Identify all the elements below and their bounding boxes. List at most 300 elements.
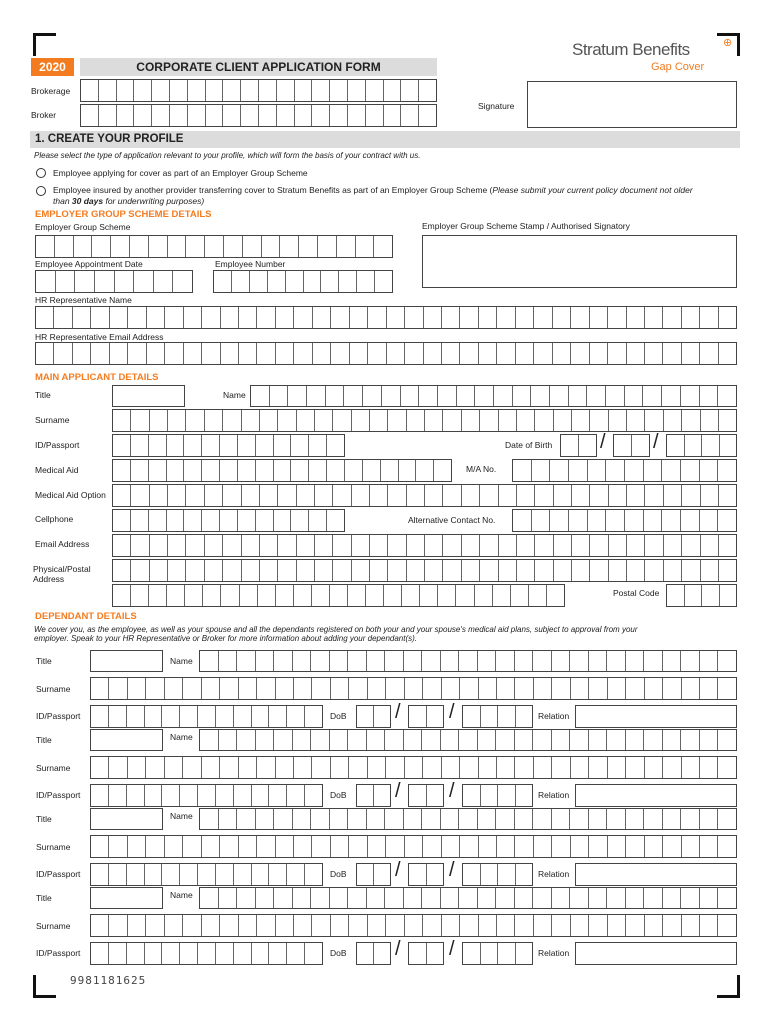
- char-cell[interactable]: [242, 410, 260, 431]
- char-cell[interactable]: [443, 535, 461, 556]
- char-cell[interactable]: [220, 915, 238, 936]
- char-cell[interactable]: [127, 785, 145, 806]
- char-cell[interactable]: [287, 785, 305, 806]
- char-cell[interactable]: [219, 651, 238, 671]
- char-cell[interactable]: [206, 80, 224, 101]
- dependant-id-input[interactable]: [90, 942, 323, 965]
- char-cell[interactable]: [312, 585, 330, 606]
- char-cell[interactable]: [168, 485, 186, 506]
- char-cell[interactable]: [407, 485, 425, 506]
- char-cell[interactable]: [202, 307, 220, 328]
- char-cell[interactable]: [516, 307, 534, 328]
- char-cell[interactable]: [626, 651, 645, 671]
- char-cell[interactable]: [167, 435, 185, 456]
- char-cell[interactable]: [718, 510, 736, 531]
- char-cell[interactable]: [200, 809, 219, 829]
- dependant-name-input[interactable]: [199, 650, 737, 672]
- char-cell[interactable]: [295, 105, 313, 126]
- char-cell[interactable]: [516, 343, 534, 364]
- char-cell[interactable]: [205, 410, 223, 431]
- char-cell[interactable]: [294, 915, 312, 936]
- char-cell[interactable]: [315, 535, 333, 556]
- char-cell[interactable]: [401, 386, 420, 406]
- char-cell[interactable]: [234, 706, 252, 727]
- char-cell[interactable]: [109, 864, 127, 885]
- char-cell[interactable]: [350, 307, 368, 328]
- char-cell[interactable]: [258, 585, 276, 606]
- char-cell[interactable]: [534, 836, 552, 857]
- char-cell[interactable]: [607, 809, 626, 829]
- char-cell[interactable]: [515, 730, 534, 750]
- char-cell[interactable]: [223, 410, 241, 431]
- char-cell[interactable]: [531, 386, 550, 406]
- char-cell[interactable]: [237, 651, 256, 671]
- char-cell[interactable]: [550, 386, 569, 406]
- char-cell[interactable]: [134, 80, 152, 101]
- char-cell[interactable]: [569, 386, 588, 406]
- char-cell[interactable]: [663, 678, 681, 699]
- char-cell[interactable]: [333, 410, 351, 431]
- char-cell[interactable]: [441, 651, 460, 671]
- char-cell[interactable]: [276, 307, 294, 328]
- char-cell[interactable]: [416, 460, 434, 481]
- char-cell[interactable]: [188, 105, 206, 126]
- char-cell[interactable]: [590, 560, 608, 581]
- char-cell[interactable]: [700, 343, 718, 364]
- char-cell[interactable]: [276, 836, 294, 857]
- char-cell[interactable]: [36, 307, 54, 328]
- char-cell[interactable]: [278, 560, 296, 581]
- char-cell[interactable]: [442, 307, 460, 328]
- char-cell[interactable]: [459, 809, 478, 829]
- char-cell[interactable]: [348, 888, 367, 908]
- char-cell[interactable]: [407, 535, 425, 556]
- char-cell[interactable]: [337, 236, 356, 257]
- char-cell[interactable]: [405, 343, 423, 364]
- char-cell[interactable]: [367, 651, 386, 671]
- char-cell[interactable]: [475, 585, 493, 606]
- char-cell[interactable]: [274, 651, 293, 671]
- broker-input[interactable]: [80, 104, 437, 127]
- char-cell[interactable]: [497, 343, 515, 364]
- char-cell[interactable]: [170, 105, 188, 126]
- char-cell[interactable]: [297, 560, 315, 581]
- char-cell[interactable]: [331, 836, 349, 857]
- char-cell[interactable]: [257, 343, 275, 364]
- char-cell[interactable]: [238, 435, 256, 456]
- char-cell[interactable]: [330, 888, 349, 908]
- char-cell[interactable]: [113, 410, 131, 431]
- char-cell[interactable]: [608, 757, 626, 778]
- char-cell[interactable]: [198, 864, 216, 885]
- char-cell[interactable]: [535, 535, 553, 556]
- char-cell[interactable]: [532, 510, 551, 531]
- char-cell[interactable]: [291, 460, 309, 481]
- char-cell[interactable]: [682, 836, 700, 857]
- char-cell[interactable]: [237, 888, 256, 908]
- char-cell[interactable]: [496, 888, 515, 908]
- char-cell[interactable]: [463, 785, 481, 806]
- char-cell[interactable]: [54, 343, 72, 364]
- char-cell[interactable]: [297, 535, 315, 556]
- char-cell[interactable]: [113, 510, 131, 531]
- char-cell[interactable]: [74, 236, 93, 257]
- char-cell[interactable]: [407, 560, 425, 581]
- char-cell[interactable]: [198, 943, 216, 964]
- char-cell[interactable]: [718, 460, 736, 481]
- char-cell[interactable]: [331, 757, 349, 778]
- char-cell[interactable]: [608, 343, 626, 364]
- char-cell[interactable]: [368, 307, 386, 328]
- char-cell[interactable]: [645, 560, 663, 581]
- employee-number-input[interactable]: [213, 270, 393, 293]
- char-cell[interactable]: [571, 678, 589, 699]
- char-cell[interactable]: [117, 105, 135, 126]
- char-cell[interactable]: [221, 585, 239, 606]
- char-cell[interactable]: [663, 343, 681, 364]
- char-cell[interactable]: [645, 836, 663, 857]
- medical-aid-option-input[interactable]: [112, 484, 737, 507]
- char-cell[interactable]: [681, 651, 700, 671]
- char-cell[interactable]: [409, 864, 427, 885]
- char-cell[interactable]: [662, 510, 681, 531]
- char-cell[interactable]: [239, 343, 257, 364]
- char-cell[interactable]: [662, 386, 681, 406]
- char-cell[interactable]: [331, 307, 349, 328]
- char-cell[interactable]: [294, 836, 312, 857]
- char-cell[interactable]: [149, 460, 167, 481]
- char-cell[interactable]: [664, 560, 682, 581]
- char-cell[interactable]: [589, 915, 607, 936]
- char-cell[interactable]: [184, 435, 202, 456]
- char-cell[interactable]: [241, 105, 259, 126]
- char-cell[interactable]: [645, 915, 663, 936]
- char-cell[interactable]: [367, 730, 386, 750]
- char-cell[interactable]: [460, 757, 478, 778]
- char-cell[interactable]: [309, 435, 327, 456]
- char-cell[interactable]: [162, 864, 180, 885]
- char-cell[interactable]: [478, 730, 497, 750]
- char-cell[interactable]: [368, 343, 386, 364]
- char-cell[interactable]: [238, 510, 256, 531]
- char-cell[interactable]: [330, 585, 348, 606]
- char-cell[interactable]: [170, 80, 188, 101]
- char-cell[interactable]: [441, 888, 460, 908]
- char-cell[interactable]: [663, 888, 682, 908]
- char-cell[interactable]: [423, 678, 441, 699]
- char-cell[interactable]: [441, 809, 460, 829]
- char-cell[interactable]: [309, 510, 327, 531]
- char-cell[interactable]: [632, 435, 649, 456]
- char-cell[interactable]: [131, 435, 149, 456]
- char-cell[interactable]: [357, 271, 375, 292]
- char-cell[interactable]: [552, 836, 570, 857]
- char-cell[interactable]: [438, 585, 456, 606]
- char-cell[interactable]: [570, 888, 589, 908]
- char-cell[interactable]: [701, 560, 719, 581]
- char-cell[interactable]: [479, 343, 497, 364]
- char-cell[interactable]: [183, 836, 201, 857]
- char-cell[interactable]: [131, 585, 149, 606]
- char-cell[interactable]: [419, 80, 436, 101]
- char-cell[interactable]: [718, 730, 736, 750]
- char-cell[interactable]: [419, 105, 436, 126]
- char-cell[interactable]: [293, 651, 312, 671]
- dependant-dob-month[interactable]: [408, 784, 444, 807]
- dependant-dob-month[interactable]: [408, 705, 444, 728]
- char-cell[interactable]: [356, 236, 375, 257]
- char-cell[interactable]: [256, 730, 275, 750]
- char-cell[interactable]: [99, 80, 117, 101]
- dependant-name-input[interactable]: [199, 808, 737, 830]
- id-passport-input[interactable]: [112, 434, 345, 457]
- dependant-title-input[interactable]: [90, 729, 163, 751]
- char-cell[interactable]: [441, 730, 460, 750]
- char-cell[interactable]: [425, 485, 443, 506]
- char-cell[interactable]: [223, 560, 241, 581]
- char-cell[interactable]: [205, 485, 223, 506]
- char-cell[interactable]: [111, 236, 130, 257]
- dependant-id-input[interactable]: [90, 784, 323, 807]
- char-cell[interactable]: [145, 706, 163, 727]
- brokerage-input[interactable]: [80, 79, 437, 102]
- char-cell[interactable]: [256, 435, 274, 456]
- char-cell[interactable]: [626, 678, 644, 699]
- char-cell[interactable]: [626, 757, 644, 778]
- char-cell[interactable]: [202, 510, 220, 531]
- char-cell[interactable]: [571, 343, 589, 364]
- char-cell[interactable]: [463, 943, 481, 964]
- char-cell[interactable]: [499, 560, 517, 581]
- char-cell[interactable]: [130, 236, 149, 257]
- char-cell[interactable]: [513, 460, 532, 481]
- char-cell[interactable]: [384, 80, 402, 101]
- char-cell[interactable]: [257, 757, 275, 778]
- title-input[interactable]: [112, 385, 185, 407]
- char-cell[interactable]: [294, 343, 312, 364]
- char-cell[interactable]: [405, 915, 423, 936]
- char-cell[interactable]: [496, 651, 515, 671]
- char-cell[interactable]: [533, 651, 552, 671]
- char-cell[interactable]: [73, 343, 91, 364]
- char-cell[interactable]: [460, 915, 478, 936]
- char-cell[interactable]: [348, 730, 367, 750]
- char-cell[interactable]: [239, 915, 257, 936]
- char-cell[interactable]: [589, 836, 607, 857]
- char-cell[interactable]: [113, 535, 131, 556]
- char-cell[interactable]: [184, 343, 202, 364]
- char-cell[interactable]: [200, 730, 219, 750]
- char-cell[interactable]: [304, 271, 322, 292]
- char-cell[interactable]: [550, 510, 569, 531]
- char-cell[interactable]: [700, 836, 718, 857]
- char-cell[interactable]: [237, 809, 256, 829]
- char-cell[interactable]: [517, 560, 535, 581]
- char-cell[interactable]: [127, 943, 145, 964]
- char-cell[interactable]: [294, 585, 312, 606]
- char-cell[interactable]: [168, 410, 186, 431]
- char-cell[interactable]: [180, 864, 198, 885]
- char-cell[interactable]: [256, 460, 274, 481]
- char-cell[interactable]: [147, 343, 165, 364]
- char-cell[interactable]: [404, 809, 423, 829]
- signature-box[interactable]: [527, 81, 737, 128]
- char-cell[interactable]: [54, 307, 72, 328]
- dependant-relation-input[interactable]: [575, 705, 737, 728]
- char-cell[interactable]: [352, 485, 370, 506]
- char-cell[interactable]: [682, 915, 700, 936]
- char-cell[interactable]: [339, 271, 357, 292]
- char-cell[interactable]: [427, 943, 444, 964]
- char-cell[interactable]: [589, 757, 607, 778]
- char-cell[interactable]: [269, 706, 287, 727]
- char-cell[interactable]: [456, 585, 474, 606]
- char-cell[interactable]: [645, 485, 663, 506]
- char-cell[interactable]: [145, 864, 163, 885]
- char-cell[interactable]: [128, 307, 146, 328]
- char-cell[interactable]: [220, 435, 238, 456]
- char-cell[interactable]: [330, 105, 348, 126]
- char-cell[interactable]: [243, 236, 262, 257]
- char-cell[interactable]: [627, 307, 645, 328]
- char-cell[interactable]: [664, 410, 682, 431]
- char-cell[interactable]: [681, 460, 700, 481]
- char-cell[interactable]: [286, 271, 304, 292]
- char-cell[interactable]: [165, 307, 183, 328]
- char-cell[interactable]: [553, 343, 571, 364]
- char-cell[interactable]: [234, 785, 252, 806]
- char-cell[interactable]: [152, 105, 170, 126]
- char-cell[interactable]: [368, 836, 386, 857]
- char-cell[interactable]: [128, 836, 146, 857]
- char-cell[interactable]: [553, 307, 571, 328]
- char-cell[interactable]: [478, 888, 497, 908]
- char-cell[interactable]: [318, 236, 337, 257]
- char-cell[interactable]: [291, 510, 309, 531]
- char-cell[interactable]: [311, 730, 330, 750]
- char-cell[interactable]: [36, 236, 55, 257]
- char-cell[interactable]: [368, 757, 386, 778]
- dependant-id-input[interactable]: [90, 863, 323, 886]
- char-cell[interactable]: [186, 410, 204, 431]
- char-cell[interactable]: [327, 460, 345, 481]
- char-cell[interactable]: [424, 343, 442, 364]
- char-cell[interactable]: [589, 730, 608, 750]
- char-cell[interactable]: [99, 105, 117, 126]
- char-cell[interactable]: [481, 706, 499, 727]
- char-cell[interactable]: [146, 836, 164, 857]
- char-cell[interactable]: [173, 271, 192, 292]
- char-cell[interactable]: [294, 678, 312, 699]
- char-cell[interactable]: [700, 460, 719, 481]
- char-cell[interactable]: [644, 888, 663, 908]
- char-cell[interactable]: [423, 757, 441, 778]
- char-cell[interactable]: [330, 651, 349, 671]
- char-cell[interactable]: [438, 386, 457, 406]
- char-cell[interactable]: [312, 836, 330, 857]
- char-cell[interactable]: [330, 809, 349, 829]
- char-cell[interactable]: [370, 535, 388, 556]
- char-cell[interactable]: [307, 386, 326, 406]
- char-cell[interactable]: [294, 757, 312, 778]
- char-cell[interactable]: [552, 678, 570, 699]
- char-cell[interactable]: [590, 307, 608, 328]
- char-cell[interactable]: [374, 864, 390, 885]
- char-cell[interactable]: [180, 943, 198, 964]
- char-cell[interactable]: [223, 105, 241, 126]
- char-cell[interactable]: [219, 730, 238, 750]
- char-cell[interactable]: [221, 343, 239, 364]
- char-cell[interactable]: [608, 915, 626, 936]
- char-cell[interactable]: [280, 236, 299, 257]
- char-cell[interactable]: [572, 535, 590, 556]
- char-cell[interactable]: [569, 460, 588, 481]
- char-cell[interactable]: [276, 678, 294, 699]
- char-cell[interactable]: [682, 757, 700, 778]
- char-cell[interactable]: [479, 836, 497, 857]
- char-cell[interactable]: [404, 651, 423, 671]
- char-cell[interactable]: [409, 943, 427, 964]
- char-cell[interactable]: [644, 510, 663, 531]
- char-cell[interactable]: [150, 535, 168, 556]
- char-cell[interactable]: [202, 460, 220, 481]
- char-cell[interactable]: [719, 535, 736, 556]
- char-cell[interactable]: [109, 915, 127, 936]
- char-cell[interactable]: [223, 535, 241, 556]
- char-cell[interactable]: [333, 485, 351, 506]
- char-cell[interactable]: [295, 80, 313, 101]
- char-cell[interactable]: [350, 343, 368, 364]
- char-cell[interactable]: [409, 706, 427, 727]
- char-cell[interactable]: [480, 535, 498, 556]
- char-cell[interactable]: [478, 809, 497, 829]
- char-cell[interactable]: [479, 307, 497, 328]
- char-cell[interactable]: [515, 888, 534, 908]
- char-cell[interactable]: [681, 888, 700, 908]
- char-cell[interactable]: [55, 236, 74, 257]
- char-cell[interactable]: [718, 915, 735, 936]
- char-cell[interactable]: [184, 460, 202, 481]
- char-cell[interactable]: [407, 410, 425, 431]
- char-cell[interactable]: [366, 105, 384, 126]
- char-cell[interactable]: [644, 460, 663, 481]
- char-cell[interactable]: [719, 485, 736, 506]
- char-cell[interactable]: [216, 943, 234, 964]
- char-cell[interactable]: [645, 678, 663, 699]
- char-cell[interactable]: [644, 809, 663, 829]
- char-cell[interactable]: [366, 585, 384, 606]
- char-cell[interactable]: [91, 343, 109, 364]
- char-cell[interactable]: [498, 864, 516, 885]
- char-cell[interactable]: [498, 943, 516, 964]
- char-cell[interactable]: [109, 785, 127, 806]
- char-cell[interactable]: [150, 485, 168, 506]
- char-cell[interactable]: [370, 410, 388, 431]
- char-cell[interactable]: [131, 485, 149, 506]
- char-cell[interactable]: [260, 485, 278, 506]
- char-cell[interactable]: [165, 836, 183, 857]
- char-cell[interactable]: [165, 757, 183, 778]
- char-cell[interactable]: [374, 943, 390, 964]
- char-cell[interactable]: [685, 435, 703, 456]
- char-cell[interactable]: [331, 678, 349, 699]
- char-cell[interactable]: [422, 730, 441, 750]
- char-cell[interactable]: [515, 915, 533, 936]
- char-cell[interactable]: [287, 706, 305, 727]
- char-cell[interactable]: [570, 651, 589, 671]
- char-cell[interactable]: [239, 678, 257, 699]
- char-cell[interactable]: [499, 485, 517, 506]
